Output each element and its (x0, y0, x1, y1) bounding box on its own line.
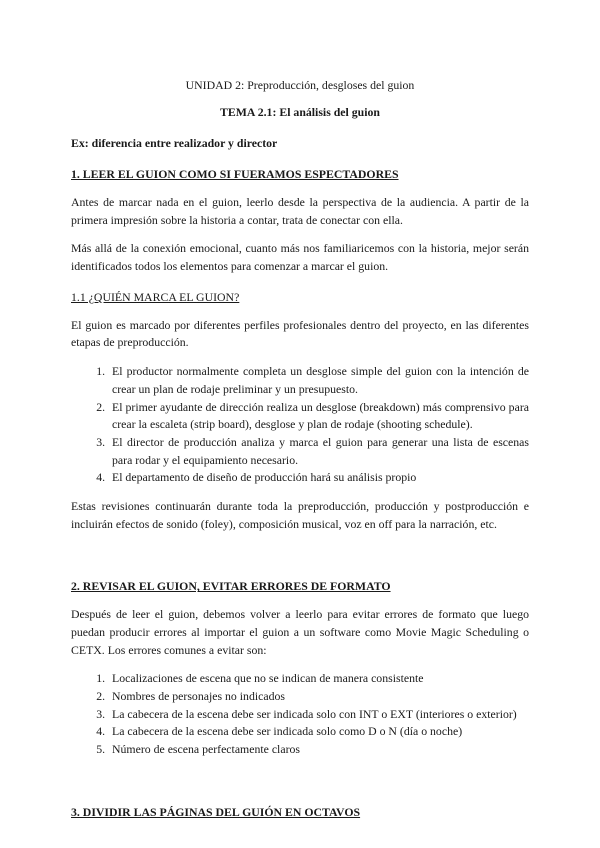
list-item: 5. Número de escena perfectamente claros (108, 741, 529, 759)
section-1-1-heading: 1.1 ¿QUIÉN MARCA EL GUION? (71, 289, 240, 304)
section-2-heading: 2. REVISAR EL GUION, EVITAR ERRORES DE FORMATO (71, 579, 391, 594)
list-item: 3. La cabecera de la escena debe ser indicada solo con INT o EXT (interiores o exterior) (108, 706, 529, 724)
section-1-1-paragraph: El guion es marcado por diferentes perfiles profesionales dentro del proyecto, en las diferentes etapas de preproducción. (71, 317, 529, 350)
section-1-heading: 1. LEER EL GUION COMO SI FUERAMOS ESPECTADORES (71, 167, 399, 181)
list-item: 1. El productor normalmente completa un desglose simple del guion con la intención de crear un plan de rodaje preliminar y un presupuesto. (108, 363, 529, 398)
list-item: 4. El departamento de diseño de producción hará su análisis propio (108, 469, 529, 487)
section-1-closing-paragraph: Estas revisiones continuarán durante toda la preproducción, producción y postproducción e incluirán efectos de sonido (foley), composición musical, voz en off para la narración, etc. (71, 498, 529, 531)
list-item: 3. El director de producción analiza y marca el guion para generar una lista de escenas para rodar y el equipamiento necesario. (108, 434, 529, 469)
section-1 (71, 167, 529, 533)
document-subtitle: TEMA 2.1: El análisis del guion (220, 105, 380, 119)
section-3-heading: 3. DIVIDIR LAS PÁGINAS DEL GUIÓN EN OCTAVOS (71, 804, 361, 819)
list-item: 4. La cabecera de la escena debe ser indicada solo como D o N (día o noche) (108, 723, 529, 741)
section-2 (71, 579, 529, 759)
section-2-list (71, 670, 529, 758)
note-line: Ex: diferencia entre realizador y director (71, 136, 278, 150)
document-title: UNIDAD 2: Preproducción, desgloses del guion (185, 78, 415, 92)
section-3 (71, 805, 529, 820)
list-item: 2. Nombres de personajes no indicados (108, 688, 529, 706)
list-item: 2. El primer ayudante de dirección realiza un desglose (breakdown) más comprensivo para crear la escaleta (strip board), desglose y plan de rodaje (shooting schedule). (108, 399, 529, 434)
section-1-list (71, 363, 529, 487)
section-1-paragraph-1: Antes de marcar nada en el guion, leerlo desde la perspectiva de la audiencia. A partir de la primera impresión sobre la historia a contar, trata de conectar con ella. (71, 195, 529, 227)
section-1-paragraph-2: Más allá de la conexión emocional, cuanto más nos familiaricemos con la historia, mejor serán identificados todos los elementos para comenzar a marcar el guion. (71, 241, 529, 274)
section-2-paragraph-1: Después de leer el guion, debemos volver a leerlo para evitar errores de formato que luego puedan producir errores al importar el guion a un software como Movie Magic Scheduling o CETX. Los errores comunes a evitar son: (71, 607, 529, 657)
list-item: 1. Localizaciones de escena que no se indican de manera consistente (108, 670, 529, 688)
